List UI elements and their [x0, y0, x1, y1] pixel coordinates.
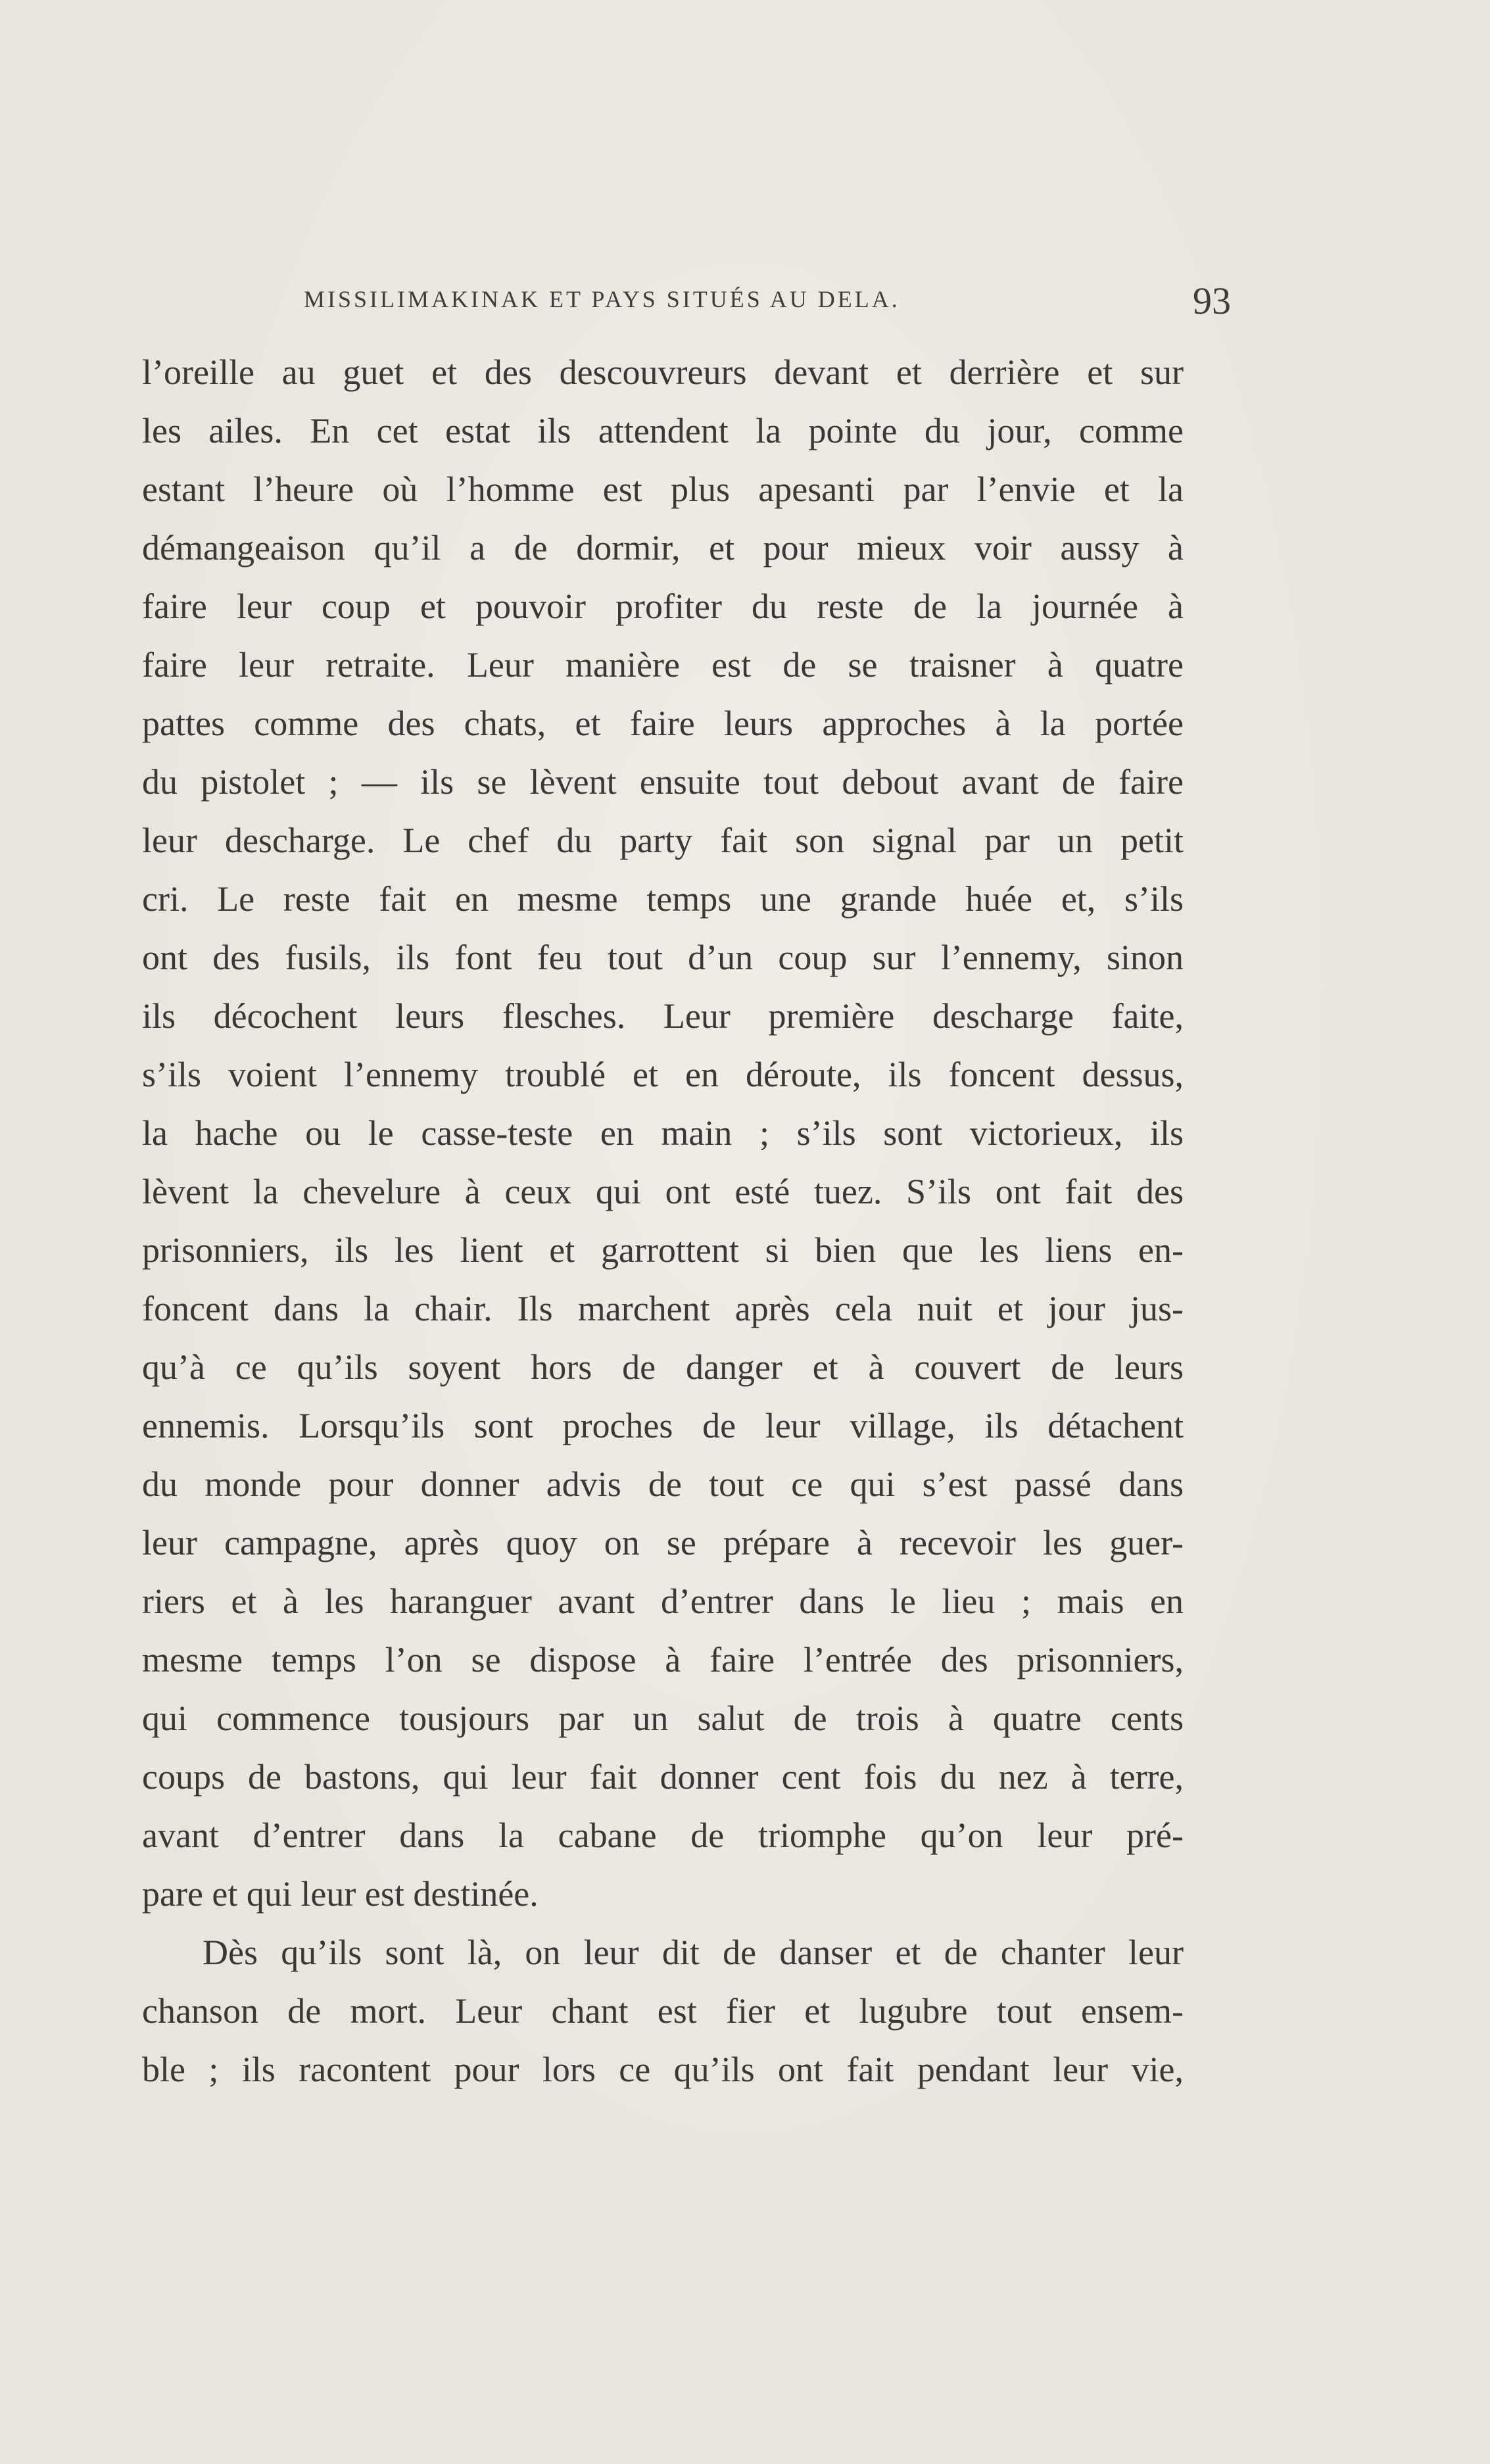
text-line: faire leur retraite. Leur manière est de se traisner à quatre [142, 645, 1184, 685]
text-line: du monde pour donner advis de tout ce qui s’est passé dans [142, 1464, 1184, 1504]
text-line: démangeaison qu’il a de dormir, et pour mieux voir aussy à [142, 528, 1184, 568]
text-line: estant l’heure où l’homme est plus apesanti par l’envie et la [142, 470, 1184, 509]
page-header [304, 279, 1231, 325]
text-line: qui commence tousjours par un salut de trois à quatre cents [142, 1699, 1184, 1738]
text-line: les ailes. En cet estat ils attendent la pointe du jour, comme [142, 411, 1184, 450]
text-line: s’ils voient l’ennemy troublé et en déroute, ils foncent dessus, [142, 1055, 1184, 1094]
text-line: leur descharge. Le chef du party fait son signal par un petit [142, 821, 1184, 860]
text-line: cri. Le reste fait en mesme temps une grande huée et, s’ils [142, 879, 1184, 919]
text-line: faire leur coup et pouvoir profiter du reste de la journée à [142, 587, 1184, 626]
text-line: ble ; ils racontent pour lors ce qu’ils ont fait pendant leur vie, [142, 2050, 1184, 2089]
text-line: riers et à les haranguer avant d’entrer dans le lieu ; mais en [142, 1582, 1184, 1621]
paragraph-2 [142, 1923, 1184, 2099]
text-line: coups de bastons, qui leur fait donner cent fois du nez à terre, [142, 1757, 1184, 1797]
text-line: ils décochent leurs flesches. Leur première descharge faite, [142, 996, 1184, 1036]
text-line: pattes comme des chats, et faire leurs approches à la portée [142, 704, 1184, 743]
text-line: du pistolet ; — ils se lèvent ensuite tout debout avant de faire [142, 762, 1184, 802]
text-line: leur campagne, après quoy on se prépare à recevoir les guer- [142, 1523, 1184, 1562]
text-line: avant d’entrer dans la cabane de triomphe qu’on leur pré- [142, 1816, 1184, 1855]
text-line: lèvent la chevelure à ceux qui ont esté tuez. S’ils ont fait des [142, 1172, 1184, 1211]
text-line: Dès qu’ils sont là, on leur dit de danser et de chanter leur [203, 1933, 1184, 1972]
text-line: foncent dans la chair. Ils marchent après cela nuit et jour jus- [142, 1289, 1184, 1328]
text-line: chanson de mort. Leur chant est fier et lugubre tout ensem- [142, 1991, 1184, 2031]
page-number: 93 [1193, 279, 1231, 322]
text-line: qu’à ce qu’ils soyent hors de danger et à couvert de leurs [142, 1347, 1184, 1387]
text-line: pare et qui leur est destinée. [142, 1874, 539, 1914]
text-line: l’oreille au guet et des descouvreurs devant et derrière et sur [142, 352, 1184, 392]
text-line: la hache ou le casse-teste en main ; s’ils sont victorieux, ils [142, 1113, 1184, 1153]
text-line: prisonniers, ils les lient et garrottent si bien que les liens en- [142, 1230, 1184, 1270]
running-title: MISSILIMAKINAK ET PAYS SITUÉS AU DELA. [304, 286, 900, 312]
paragraph-1 [142, 343, 1184, 1923]
text-line: mesme temps l’on se dispose à faire l’entrée des prisonniers, [142, 1640, 1184, 1679]
body-text [142, 343, 1184, 2099]
text-line: ont des fusils, ils font feu tout d’un coup sur l’ennemy, sinon [142, 938, 1184, 977]
text-line: ennemis. Lorsqu’ils sont proches de leur village, ils détachent [142, 1406, 1184, 1445]
